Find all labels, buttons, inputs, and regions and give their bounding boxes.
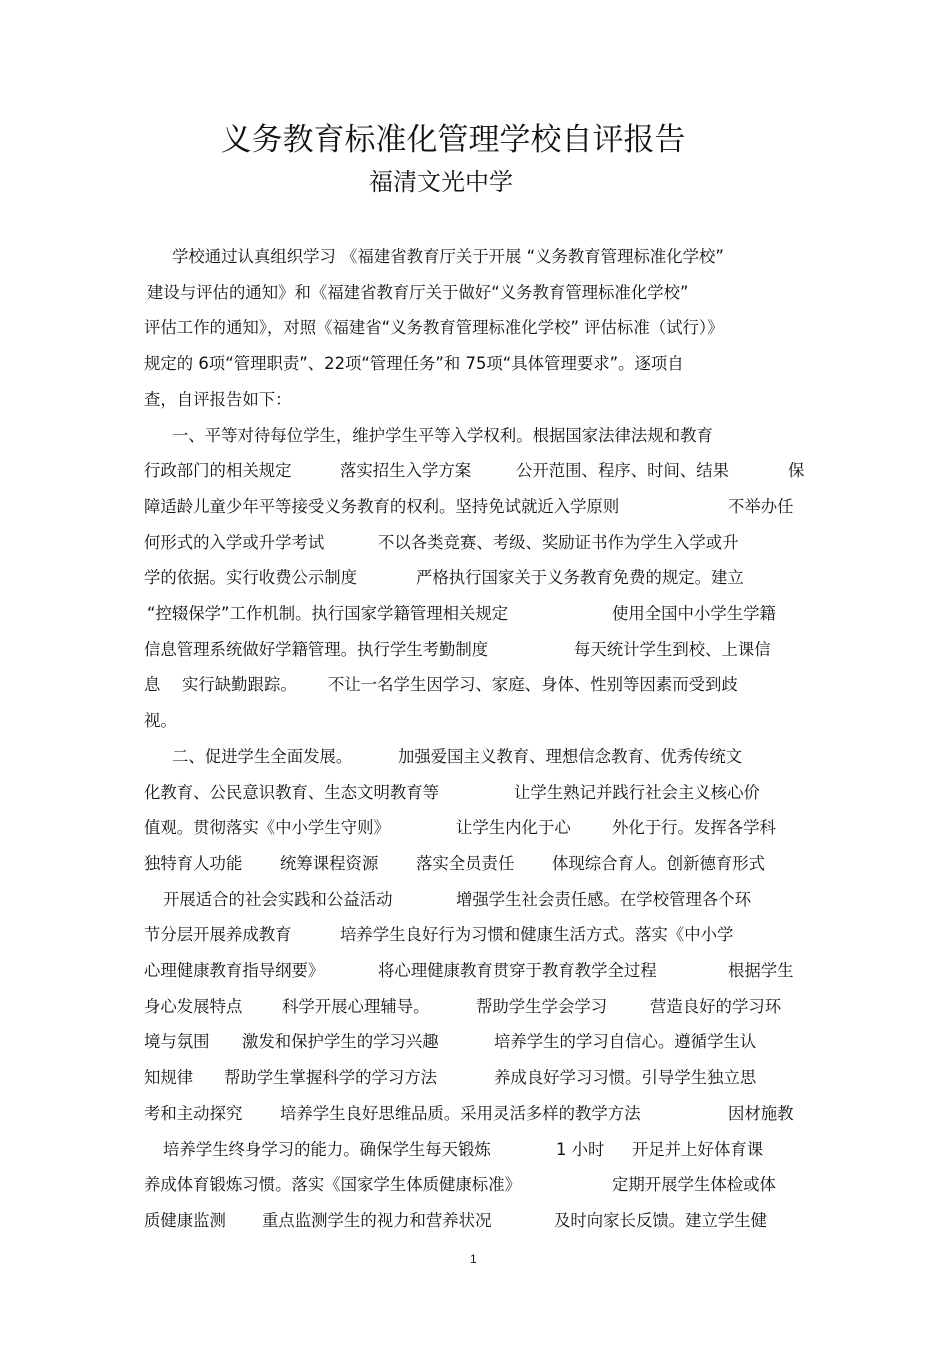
text-segment: 建设与评估的通知》和《福建省教育厅关于做好“义务教育管理标准化学校” (147, 282, 689, 302)
text-segment: 何形式的入学或升学考试 (144, 532, 325, 552)
text-segment: 保 (788, 461, 805, 481)
text-segment: 开展适合的社会实践和公益活动 (163, 889, 393, 909)
text-segment: 养成良好学习习惯。引导学生独立思 (494, 1068, 757, 1088)
text-segment: 质健康监测 (144, 1210, 226, 1230)
text-segment: 每天统计学生到校、上课信 (574, 639, 771, 659)
page-number: 1 (470, 1252, 477, 1266)
text-segment: 落实招生入学方案 (340, 461, 472, 481)
text-segment: 障适龄儿童少年平等接受义务教育的权利。坚持免试就近入学原则 (144, 496, 620, 516)
text-segment: “控辍保学”工作机制。执行国家学籍管理相关规定 (147, 604, 509, 623)
text-segment: 科学开展心理辅导。 (282, 996, 430, 1016)
text-segment: 严格执行国家关于义务教育免费的规定。建立 (416, 568, 744, 588)
text-segment: 不举办任 (728, 496, 794, 516)
text-segment: 落实全员责任 (416, 853, 515, 873)
text-segment: 统筹课程资源 (280, 853, 379, 873)
text-segment: 知规律 (144, 1068, 194, 1088)
text-segment: 实行缺勤跟踪。 (182, 675, 297, 695)
text-segment: 体现综合育人。创新德育形式 (552, 853, 766, 873)
text-segment: 公开范围、程序、时间、结果 (516, 461, 730, 481)
text-segment: 考和主动探究 (144, 1103, 243, 1123)
text-segment: 使用全国中小学生学籍 (612, 604, 776, 623)
text-segment: 视。 (144, 711, 177, 731)
text-segment: 培养学生良好思维品质。采用灵活多样的教学方法 (280, 1103, 641, 1123)
text-segment: 开足并上好体育课 (632, 1139, 764, 1159)
text-segment: 因材施教 (728, 1103, 794, 1123)
text-segment: 营造良好的学习环 (650, 996, 782, 1016)
text-segment: 培养学生良好行为习惯和健康生活方式。落实《中小学 (340, 925, 734, 945)
text-segment: 帮助学生学会学习 (476, 996, 608, 1016)
text-segment: 息 (144, 675, 161, 695)
text-segment: 信息管理系统做好学籍管理。执行学生考勤制度 (144, 639, 489, 659)
text-segment: 学校通过认真组织学习 《福建省教育厅关于开展 “义务教育管理标准化学校” (172, 247, 724, 266)
text-segment: 养成体育锻炼习惯。落实《国家学生体质健康标准》 (144, 1175, 521, 1195)
text-segment: 帮助学生掌握科学的学习方法 (224, 1068, 438, 1088)
text-segment: 规定的 6项“管理职责”、22项“管理任务”和 75项“具体管理要求”。逐项自 (144, 354, 684, 374)
text-segment: 让学生内化于心 (456, 818, 571, 838)
text-segment: 值观。贯彻落实《中小学生守则》 (144, 818, 390, 838)
text-segment: 及时向家长反馈。建立学生健 (554, 1210, 768, 1230)
text-segment: 让学生熟记并践行社会主义核心价 (514, 782, 760, 802)
text-segment: 外化于行。发挥各学科 (612, 818, 776, 838)
text-segment: 化教育、公民意识教育、生态文明教育等 (144, 782, 440, 802)
text-segment: 身心发展特点 (144, 996, 243, 1016)
text-segment: 不让一名学生因学习、家庭、身体、性别等因素而受到歧 (328, 675, 738, 695)
text-segment: 查，自评报告如下： (144, 389, 292, 409)
text-segment: 根据学生 (728, 961, 794, 980)
text-segment: 定期开展学生体检或体 (612, 1175, 776, 1195)
text-segment: 增强学生社会责任感。在学校管理各个环 (456, 889, 752, 909)
text-segment: 培养学生终身学习的能力。确保学生每天锻炼 (163, 1139, 491, 1159)
text-segment: 心理健康教育指导纲要》 (144, 961, 325, 980)
text-segment: 重点监测学生的视力和营养状况 (262, 1210, 492, 1230)
document-title: 义务教育标准化管理学校自评报告 (220, 122, 686, 158)
text-segment: 节分层开展养成教育 (144, 925, 292, 945)
text-segment: 学的依据。实行收费公示制度 (144, 568, 358, 588)
text-segment: 一、平等对待每位学生，维护学生平等入学权利。根据国家法律法规和教育 (172, 425, 713, 445)
text-segment: 二、促进学生全面发展。 (172, 746, 353, 766)
school-name: 福清文光中学 (369, 168, 513, 196)
text-segment: 加强爱国主义教育、理想信念教育、优秀传统文 (398, 746, 743, 766)
text-segment: 评估工作的通知》，对照《福建省“义务教育管理标准化学校” 评估标准（试行）》 (144, 318, 724, 338)
text-segment: 境与氛围 (144, 1032, 210, 1052)
text-segment: 独特育人功能 (144, 853, 243, 873)
text-segment: 不以各类竞赛、考级、奖励证书作为学生入学或升 (378, 532, 739, 552)
text-segment: 行政部门的相关规定 (144, 461, 292, 481)
text-segment: 培养学生的学习自信心。遵循学生认 (494, 1032, 757, 1052)
text-segment: 激发和保护学生的学习兴趣 (242, 1032, 439, 1052)
text-segment: 将心理健康教育贯穿于教育教学全过程 (378, 961, 657, 980)
text-segment: 1 小时 (556, 1139, 605, 1159)
